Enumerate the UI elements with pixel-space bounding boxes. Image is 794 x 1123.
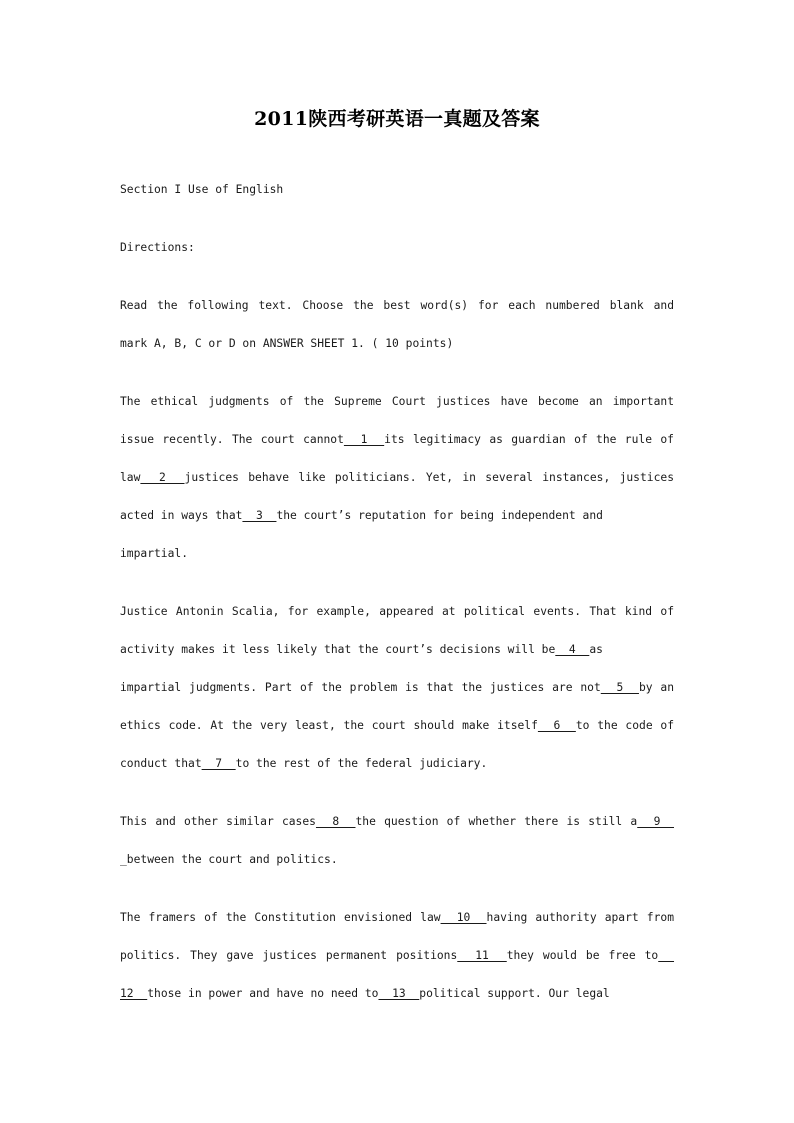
text: they would be free to xyxy=(506,949,659,962)
text: to the rest of the federal judiciary. xyxy=(235,757,488,770)
text: The framers of the Constitution envisioned law xyxy=(120,911,441,924)
page-title: 2011陕西考研英语一真题及答案 xyxy=(254,108,540,130)
text: impartial judgments. Part of the problem is that the justices are not xyxy=(120,681,601,694)
blank-2: 2 xyxy=(140,471,185,484)
blank-1: 1 xyxy=(343,433,385,446)
text: the court’s reputation for being independent and xyxy=(276,509,603,522)
blank-3: 3 xyxy=(242,509,277,522)
section-heading: Section I Use of English xyxy=(120,183,284,196)
text: law xyxy=(120,471,141,484)
blank-6: 6 xyxy=(537,719,576,732)
text: activity makes it less likely that the court’s decisions will be xyxy=(120,643,556,656)
paragraph-2-line-1: Justice Antonin Scalia, for example, appeared at political events. That kind of xyxy=(120,605,674,618)
text: those in power and have no need to xyxy=(147,987,379,1000)
text: This and other similar cases xyxy=(120,815,316,828)
blank-13: 13 xyxy=(378,987,420,1000)
blank-11: 11 xyxy=(457,949,507,962)
text: its legitimacy as guardian of the rule of xyxy=(384,433,674,446)
text: issue recently. The court cannot xyxy=(120,433,344,446)
blank-8: 8 xyxy=(315,815,356,828)
paragraph-1-line-2 xyxy=(120,433,674,447)
paragraph-3-line-2: _between the court and politics. xyxy=(120,853,338,866)
paragraph-2-line-4 xyxy=(120,719,674,733)
paragraph-2-line-5 xyxy=(120,757,674,771)
text: as xyxy=(589,643,603,656)
paragraph-4-line-1 xyxy=(120,911,674,925)
paragraph-1-line-4 xyxy=(120,509,674,523)
paragraph-2-line-2 xyxy=(120,643,674,657)
blank-5: 5 xyxy=(600,681,639,694)
blank-12-end: 12 xyxy=(120,987,148,1000)
text: the question of whether there is still a xyxy=(355,815,638,828)
text: ethics code. At the very least, the court should make itself xyxy=(120,719,538,732)
blank-7: 7 xyxy=(201,757,236,770)
blank-12-start xyxy=(658,949,674,962)
blank-10: 10 xyxy=(440,911,487,924)
paragraph-4-line-3 xyxy=(120,987,674,1001)
blank-9: 9 xyxy=(637,815,674,828)
text: by an xyxy=(638,681,675,694)
text: politics. They gave justices permanent positions xyxy=(120,949,458,962)
text: conduct that xyxy=(120,757,202,770)
text: having authority apart from xyxy=(486,911,674,924)
text: acted in ways that xyxy=(120,509,243,522)
paragraph-1-line-5: impartial. xyxy=(120,547,189,560)
paragraph-1-line-3 xyxy=(120,471,674,485)
directions-label: Directions: xyxy=(120,241,195,254)
text: to the code of xyxy=(575,719,675,732)
paragraph-4-line-2 xyxy=(120,949,674,963)
blank-4: 4 xyxy=(555,643,590,656)
text: political support. Our legal xyxy=(419,987,610,1000)
paragraph-2-line-3 xyxy=(120,681,674,695)
paragraph-1-line-1: The ethical judgments of the Supreme Court justices have become an important xyxy=(120,395,674,408)
text: justices behave like politicians. Yet, in several instances, justices xyxy=(184,471,674,484)
directions-line-1: Read the following text. Choose the best word(s) for each numbered blank and xyxy=(120,299,674,312)
paragraph-3-line-1 xyxy=(120,815,674,829)
directions-line-2: mark A, B, C or D on ANSWER SHEET 1. ( 10 points) xyxy=(120,337,454,350)
